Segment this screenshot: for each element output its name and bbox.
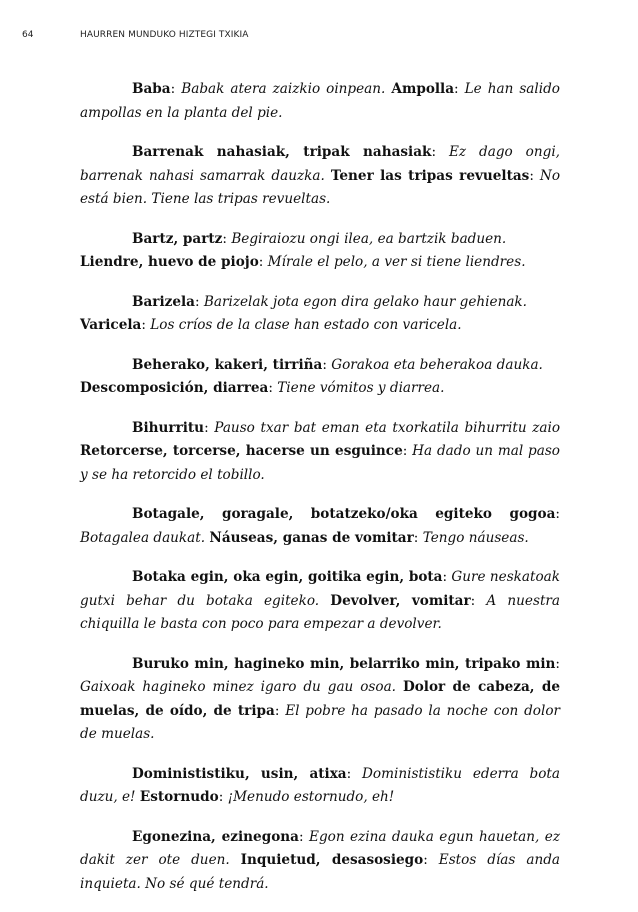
spanish-term-example: Los críos de la clase han estado con varicela. (150, 317, 462, 333)
basque-term-headword: Buruko min, hagineko min, belarriko min, tripako min (132, 655, 556, 672)
basque-term-example: Gorakoa eta beherakoa dauka. (331, 356, 543, 373)
basque-term-example: Gure neskatoak gutxi behar du botaka egiteko. (80, 569, 560, 609)
spanish-term-headword: Devolver, vomitar (330, 592, 471, 609)
glossary-entries (80, 78, 560, 912)
spanish-term-headword: Retorcerse, torcerse, hacerse un esguince (80, 443, 403, 459)
glossary-entry (80, 228, 560, 275)
glossary-entry (80, 826, 560, 897)
spanish-term: Descomposición, diarrea: Tiene vómitos y diarrea. (80, 380, 445, 396)
spanish-term: Retorcerse, torcerse, hacerse un esguince: Ha dado un mal paso y se ha retorcido el tobillo. (80, 443, 560, 483)
spanish-term-example: Le han salido ampollas en la planta del pie. (80, 81, 560, 121)
spanish-term-headword: Náuseas, ganas de vomitar (209, 529, 414, 546)
basque-term-headword: Botaka egin, oka egin, goitika egin, bota (132, 569, 443, 585)
basque-term-headword: Egonezina, ezinegona (132, 828, 299, 845)
spanish-term: Inquietud, desasosiego: Estos días anda inquieta. No sé qué tendrá. (80, 852, 561, 892)
basque-term-headword: Bartz, partz (132, 230, 223, 247)
basque-term: Egonezina, ezinegona: Egon ezina dauka egun hauetan, ez dakit zer ote duen. (80, 828, 560, 868)
basque-term-example: Pauso txar bat eman eta txorkatila bihurritu zaio (214, 419, 561, 436)
spanish-term-example: A nuestra chiquilla le basta con poco para empezar a devolver. (80, 592, 561, 632)
glossary-entry (80, 566, 560, 637)
spanish-term-example: Tiene vómitos y diarrea. (277, 380, 445, 396)
basque-term-example: Botagalea daukat. (80, 529, 206, 546)
spanish-term-headword: Tener las tripas revueltas (330, 167, 530, 184)
basque-term-example: Babak atera zaizkio oinpean. (181, 81, 386, 97)
glossary-entry (80, 503, 560, 550)
spanish-term-example: Mírale el pelo, a ver si tiene liendres. (267, 254, 526, 270)
spanish-term-headword: Estornudo (139, 789, 219, 805)
basque-term-headword: Beherako, kakeri, tirriña (132, 356, 323, 373)
spanish-term: Estornudo: ¡Menudo estornudo, eh! (139, 789, 395, 805)
spanish-term: Tener las tripas revueltas: No está bien. Tiene las tripas revueltas. (80, 167, 561, 207)
spanish-term: Devolver, vomitar: A nuestra chiquilla le basta con poco para empezar a devolver. (80, 592, 561, 632)
glossary-entry (80, 763, 560, 810)
basque-term-example: Begiraiozu ongi ilea, ea bartzik baduen. (231, 230, 507, 247)
running-title: HAURREN MUNDUKO HIZTEGI TXIKIA (80, 30, 249, 40)
basque-term: Barizela: Barizelak jota egon dira gelako haur gehienak. (132, 293, 527, 310)
basque-term-headword: Barizela (132, 293, 195, 310)
spanish-term-example: No está bien. Tiene las tripas revueltas. (80, 167, 561, 207)
basque-term: Buruko min, hagineko min, belarriko min, tripako min: Gaixoak hagineko minez igaro du gau osoa. (80, 655, 560, 695)
basque-term: Beherako, kakeri, tirriña: Gorakoa eta beherakoa dauka. (132, 356, 543, 373)
spanish-term-example: Tengo náuseas. (422, 529, 529, 546)
spanish-term-example: Ha dado un mal paso y se ha retorcido el tobillo. (80, 443, 560, 483)
spanish-term-headword: Ampolla (391, 81, 455, 97)
glossary-entry (80, 291, 560, 338)
page-number: 64 (22, 30, 34, 40)
basque-term: Botagale, goragale, botatzeko/oka egiteko gogoa: Botagalea daukat. (80, 506, 560, 546)
spanish-term-example: Estos días anda inquieta. No sé qué tendrá. (80, 852, 561, 892)
basque-term-headword: Bihurritu (132, 419, 205, 436)
basque-term-example: Egon ezina dauka egun hauetan, ez dakit zer ote duen. (80, 828, 560, 868)
basque-term-headword: Dominististiku, usin, atixa (132, 765, 347, 782)
basque-term: Bihurritu: Pauso txar bat eman eta txorkatila bihurritu zaio (132, 419, 561, 436)
spanish-term-example: El pobre ha pasado la noche con dolor de muelas. (80, 702, 561, 742)
spanish-term: Náuseas, ganas de vomitar: Tengo náuseas. (209, 529, 529, 546)
basque-term: Bartz, partz: Begiraiozu ongi ilea, ea bartzik baduen. (132, 230, 507, 247)
spanish-term-headword: Liendre, huevo de piojo (80, 254, 259, 270)
spanish-term-headword: Varicela (80, 317, 142, 333)
spanish-term: Liendre, huevo de piojo: Mírale el pelo, a ver si tiene liendres. (80, 254, 526, 270)
spanish-term-headword: Descomposición, diarrea (80, 380, 269, 396)
spanish-term-example: ¡Menudo estornudo, eh! (227, 789, 395, 805)
basque-term-headword: Barrenak nahasiak, tripak nahasiak (132, 144, 432, 160)
glossary-entry (80, 653, 560, 747)
basque-term: Barrenak nahasiak, tripak nahasiak: Ez dago ongi, barrenak nahasi samarrak dauzka. (80, 144, 560, 184)
basque-term-headword: Baba (132, 81, 171, 97)
glossary-entry (80, 417, 560, 488)
basque-term: Botaka egin, oka egin, goitika egin, bota: Gure neskatoak gutxi behar du botaka egiteko. (80, 569, 560, 609)
basque-term-example: Barizelak jota egon dira gelako haur gehienak. (203, 293, 527, 310)
spanish-term: Ampolla: Le han salido ampollas en la planta del pie. (80, 81, 560, 121)
basque-term: Baba: Babak atera zaizkio oinpean. (132, 81, 386, 97)
spanish-term-headword: Dolor de cabeza, de muelas, de oído, de tripa (80, 679, 560, 719)
basque-term-example: Ez dago ongi, barrenak nahasi samarrak dauzka. (80, 144, 560, 184)
glossary-entry (80, 141, 560, 212)
spanish-term: Dolor de cabeza, de muelas, de oído, de tripa: El pobre ha pasado la noche con dolor de muelas. (80, 679, 561, 742)
basque-term: Dominististiku, usin, atixa: Dominististiku ederra bota duzu, e! (80, 765, 561, 805)
spanish-term-headword: Inquietud, desasosiego (240, 852, 424, 868)
glossary-entry (80, 78, 560, 125)
basque-term-headword: Botagale, goragale, botatzeko/oka egiteko gogoa (132, 506, 556, 522)
basque-term-example: Gaixoak hagineko minez igaro du gau osoa. (80, 679, 396, 695)
glossary-entry (80, 354, 560, 401)
spanish-term: Varicela: Los críos de la clase han estado con varicela. (80, 317, 462, 333)
basque-term-example: Dominististiku ederra bota duzu, e! (80, 765, 561, 805)
